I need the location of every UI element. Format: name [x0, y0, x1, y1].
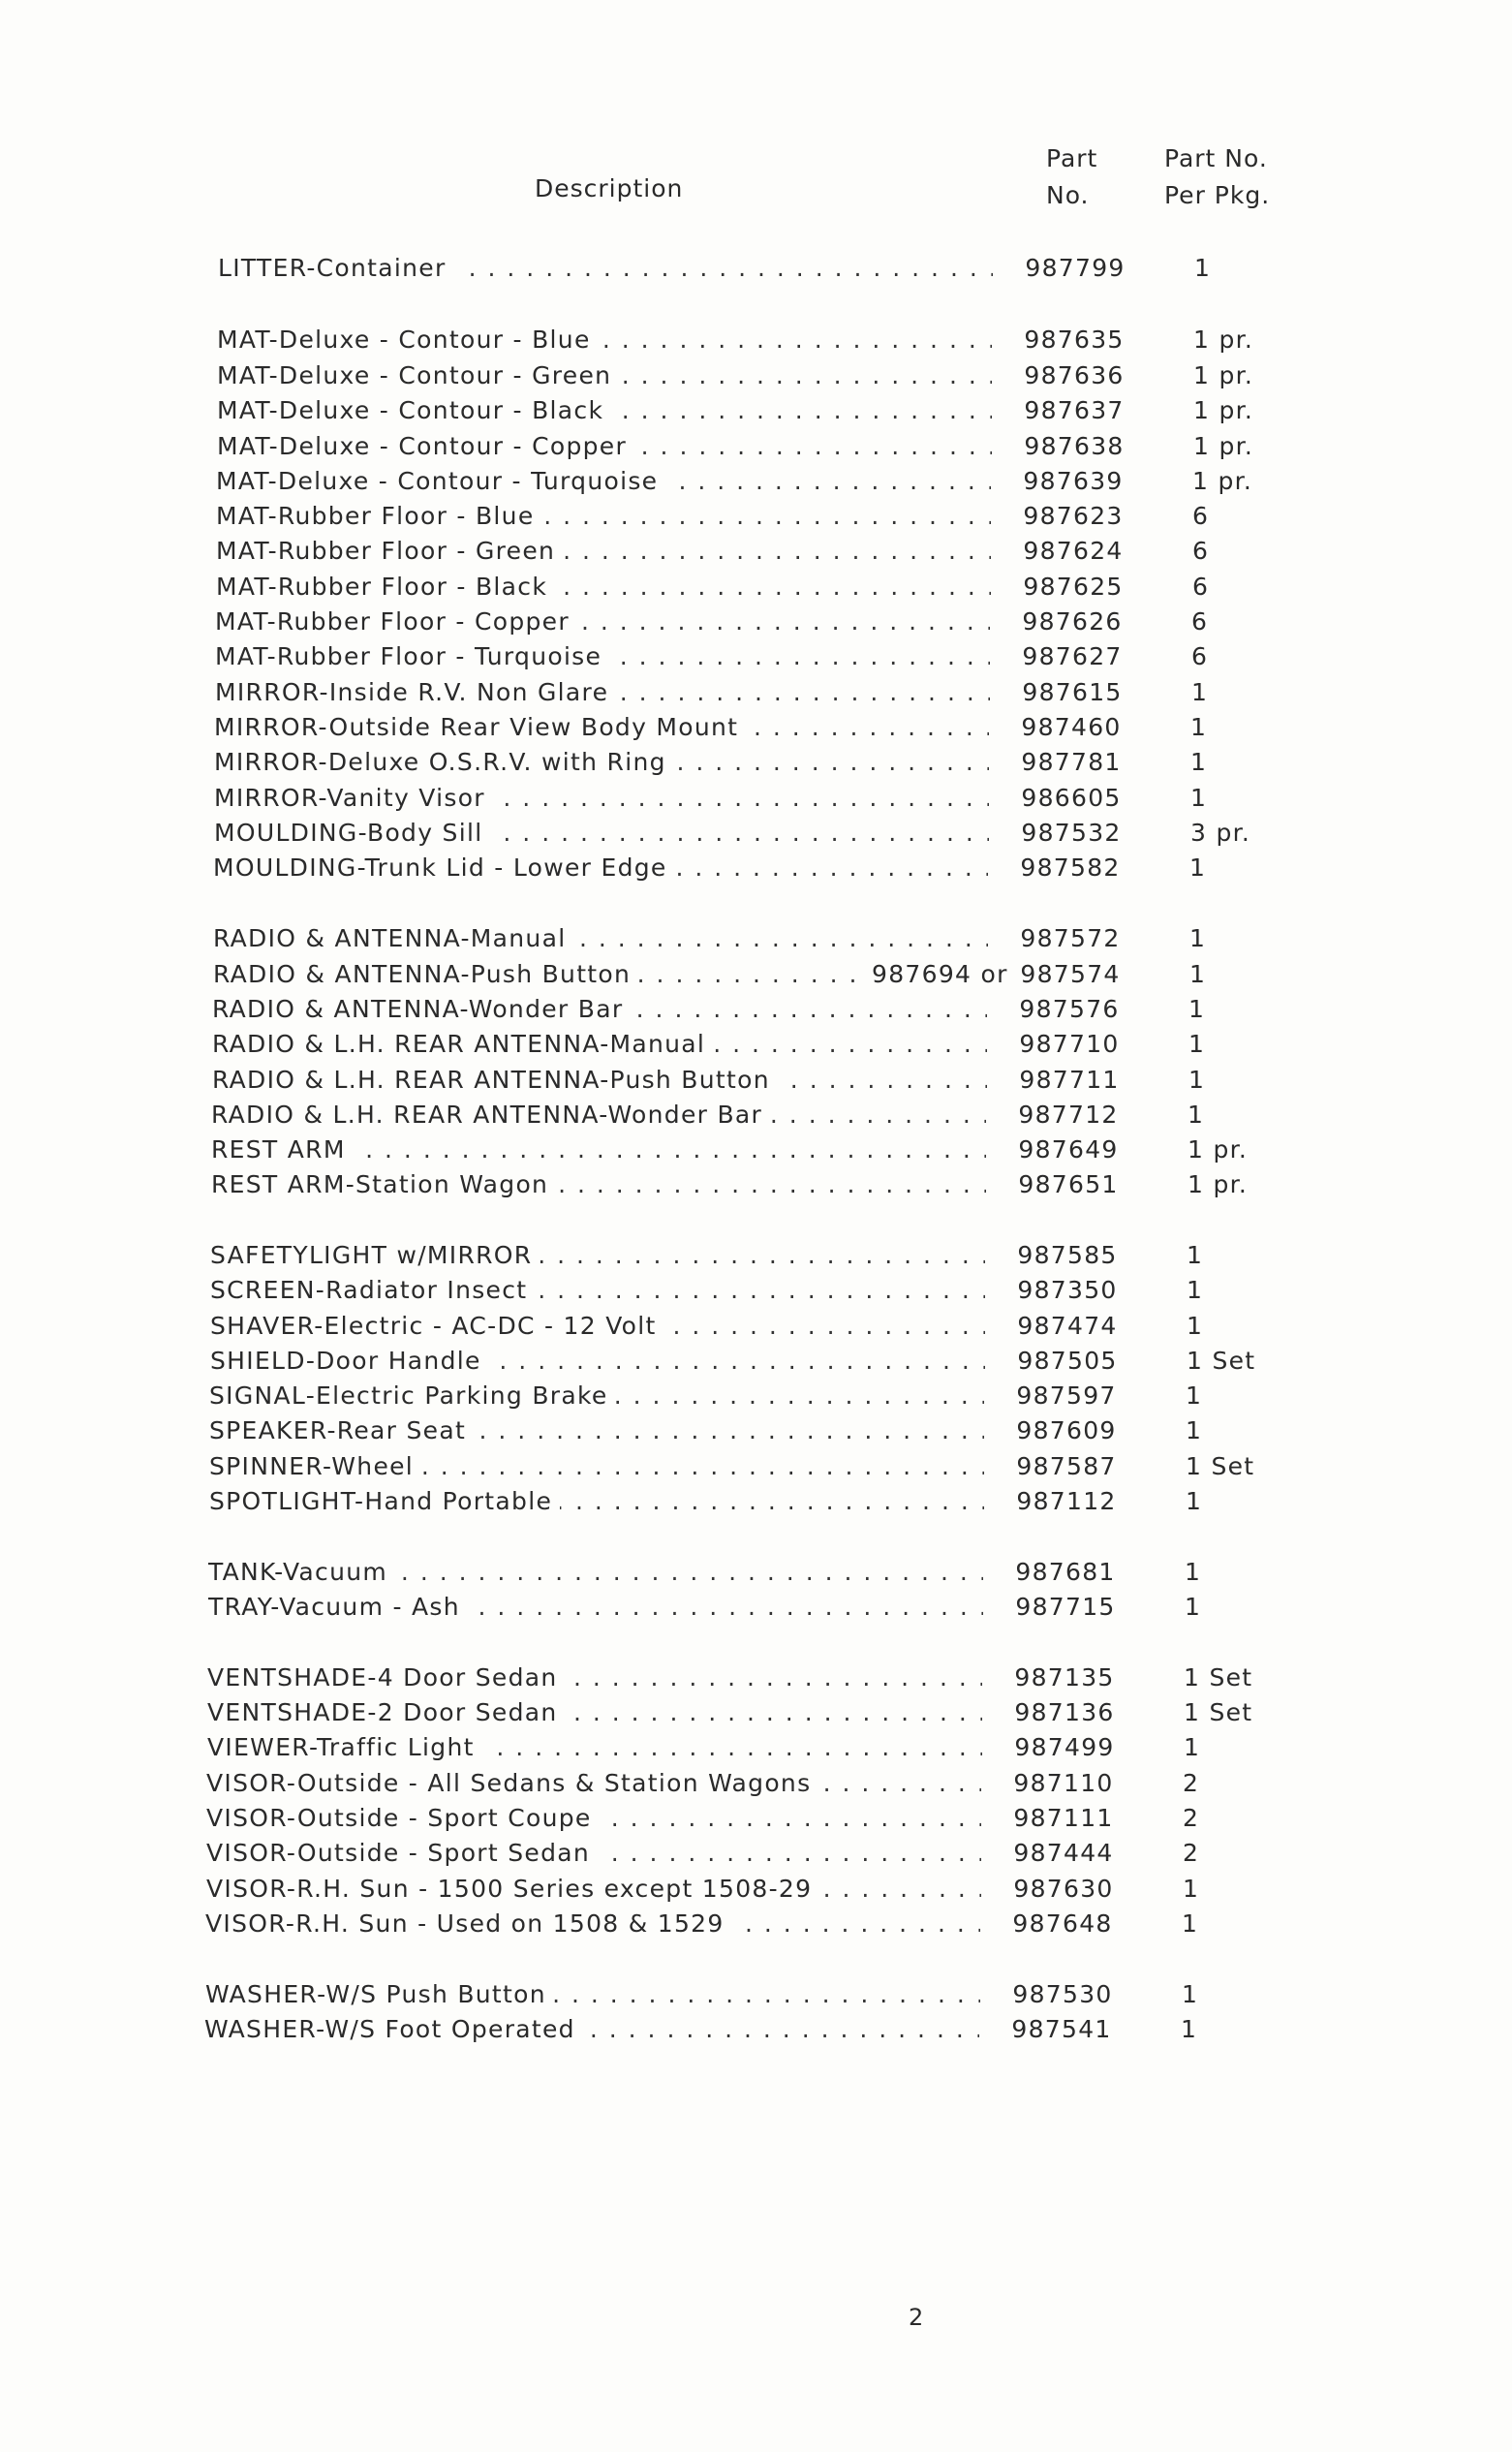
table-row	[205, 1976, 1368, 2013]
part-description: SPEAKER-Rear Seat	[209, 1416, 474, 1444]
part-number: 987541	[1011, 2015, 1112, 2043]
quantity-per-package: 1	[1186, 1487, 1203, 1515]
quantity-per-package: 1	[1190, 713, 1208, 741]
part-description: MOULDING-Body Sill	[214, 819, 490, 847]
part-number: 987532	[1021, 819, 1122, 847]
part-number: 987710	[1019, 1030, 1120, 1058]
part-description: RADIO & L.H. REAR ANTENNA-Wonder Bar	[211, 1101, 770, 1129]
quantity-per-package: 1	[1181, 2015, 1198, 2043]
part-description: SHIELD-Door Handle	[210, 1347, 489, 1375]
part-number: 987505	[1017, 1347, 1118, 1375]
part-description: TANK-Vacuum	[208, 1558, 395, 1586]
quantity-per-package: 1	[1187, 1276, 1204, 1304]
part-number: 987781	[1021, 748, 1122, 776]
part-description: RADIO & ANTENNA-Push Button	[213, 960, 638, 988]
part-description-cell	[217, 392, 992, 429]
part-number: 987637	[1024, 396, 1125, 424]
part-description-cell	[215, 674, 990, 711]
part-description: RADIO & ANTENNA-Wonder Bar	[212, 995, 631, 1023]
part-number: 987712	[1018, 1101, 1119, 1129]
table-row	[216, 498, 1378, 535]
page-number: 2	[909, 2304, 924, 2331]
part-description-cell	[214, 780, 989, 817]
quantity-per-package: 1	[1194, 254, 1212, 282]
part-description-cell	[207, 1694, 982, 1731]
part-description: SCREEN-Radiator Insect	[210, 1276, 535, 1304]
part-description: LITTER-Container	[218, 254, 454, 282]
table-row	[210, 1343, 1373, 1380]
part-number: 987681	[1015, 1558, 1116, 1586]
part-description: SHAVER-Electric - AC-DC - 12 Volt	[210, 1312, 664, 1340]
table-row	[209, 1483, 1372, 1520]
part-description-cell	[207, 1729, 982, 1766]
part-number: 987587	[1016, 1452, 1117, 1480]
part-description: SAFETYLIGHT w/MIRROR	[210, 1241, 540, 1269]
part-description-cell	[206, 1871, 981, 1908]
quantity-per-package: 1 Set	[1184, 1663, 1253, 1692]
part-description: MAT-Deluxe - Contour - Blue	[217, 326, 599, 354]
part-description: RADIO & ANTENNA-Manual	[213, 924, 573, 952]
part-description-cell	[213, 920, 988, 957]
column-header-per-pkg: Part No. Per Pkg.	[1164, 144, 1271, 209]
table-row	[208, 1554, 1371, 1591]
part-number: 987627	[1022, 642, 1123, 670]
column-header-description: Description	[535, 174, 684, 202]
quantity-per-package: 1	[1187, 1312, 1204, 1340]
part-description: VENTSHADE-2 Door Sedan	[207, 1698, 566, 1726]
table-row	[204, 2011, 1367, 2048]
part-number: 987444	[1013, 1839, 1114, 1867]
part-description-cell	[210, 1237, 985, 1274]
quantity-per-package: 6	[1192, 537, 1210, 565]
quantity-per-package: 2	[1183, 1839, 1200, 1867]
part-description: MAT-Deluxe - Contour - Black	[217, 396, 611, 424]
table-row	[211, 1097, 1373, 1133]
table-row	[217, 392, 1379, 429]
part-description-cell	[216, 533, 991, 570]
quantity-per-package: 1 pr.	[1193, 432, 1254, 460]
table-row	[207, 1694, 1370, 1731]
quantity-per-package: 1	[1189, 854, 1207, 882]
quantity-per-package: 1	[1184, 1733, 1201, 1761]
part-description: MAT-Deluxe - Contour - Copper	[217, 432, 634, 460]
part-description: WASHER-W/S Push Button	[205, 1980, 554, 2008]
part-description: VISOR-R.H. Sun - Used on 1508 & 1529	[205, 1909, 732, 1938]
part-number: 987530	[1012, 1980, 1113, 2008]
part-description-cell	[208, 1589, 983, 1626]
part-number: 987499	[1014, 1733, 1115, 1761]
part-description: VISOR-Outside - Sport Sedan	[206, 1839, 598, 1867]
part-number: 987638	[1024, 432, 1125, 460]
quantity-per-package: 1	[1190, 784, 1208, 812]
table-row	[212, 1026, 1374, 1063]
table-row	[213, 920, 1375, 957]
part-description: MAT-Rubber Floor - Black	[216, 573, 555, 601]
part-description-cell	[210, 1272, 985, 1309]
part-description: MOULDING-Trunk Lid - Lower Edge	[213, 854, 675, 882]
quantity-per-package: 1	[1186, 1381, 1203, 1410]
quantity-per-package: 6	[1191, 607, 1209, 636]
quantity-per-package: 1	[1188, 1101, 1205, 1129]
quantity-per-package: 6	[1192, 502, 1210, 530]
table-row	[213, 956, 1375, 993]
part-description-cell	[208, 1554, 983, 1591]
part-number: 987635	[1024, 326, 1125, 354]
part-description: REST ARM-Station Wagon	[211, 1170, 556, 1198]
table-row	[206, 1835, 1369, 1872]
part-description-cell	[205, 1976, 980, 2013]
table-row	[210, 1272, 1373, 1309]
part-description-cell	[210, 1343, 985, 1380]
table-row	[209, 1448, 1372, 1485]
part-description: MIRROR-Deluxe O.S.R.V. with Ring	[214, 748, 674, 776]
table-row	[206, 1800, 1369, 1837]
part-description: WASHER-W/S Foot Operated	[204, 2015, 583, 2043]
table-row	[214, 780, 1376, 817]
part-description-cell	[215, 604, 990, 640]
part-number: 987609	[1016, 1416, 1117, 1444]
part-description-cell	[215, 638, 990, 675]
table-row	[209, 1412, 1372, 1449]
part-description-cell	[209, 1483, 984, 1520]
table-row	[208, 1589, 1371, 1626]
part-description: VISOR-Outside - Sport Coupe	[206, 1804, 600, 1832]
part-description-cell	[206, 1835, 981, 1872]
part-description-cell	[207, 1660, 982, 1696]
quantity-per-package: 1	[1188, 1066, 1206, 1094]
part-number: 987615	[1022, 678, 1123, 706]
quantity-per-package: 1 pr.	[1193, 326, 1254, 354]
part-description-cell	[205, 1906, 980, 1942]
quantity-per-package: 2	[1183, 1769, 1200, 1797]
part-description-cell	[216, 463, 991, 500]
part-number: 987350	[1017, 1276, 1118, 1304]
table-row	[214, 744, 1376, 781]
quantity-per-package: 1	[1189, 960, 1207, 988]
table-row	[210, 1308, 1373, 1345]
quantity-per-package: 1	[1189, 924, 1207, 952]
part-description: RADIO & L.H. REAR ANTENNA-Push Button	[212, 1066, 778, 1094]
part-number: 987136	[1014, 1698, 1115, 1726]
table-row	[207, 1660, 1370, 1696]
part-number: 987799	[1025, 254, 1126, 282]
quantity-per-package: 1	[1185, 1558, 1202, 1586]
part-description-cell	[209, 1412, 984, 1449]
quantity-per-package: 1	[1187, 1241, 1204, 1269]
table-row	[210, 1237, 1373, 1274]
part-description: VENTSHADE-4 Door Sedan	[207, 1663, 566, 1692]
table-row	[215, 638, 1377, 675]
table-row	[215, 674, 1377, 711]
part-number: 987623	[1023, 502, 1124, 530]
quantity-per-package: 1	[1191, 678, 1209, 706]
part-number: 987135	[1014, 1663, 1115, 1692]
quantity-per-package: 1 Set	[1184, 1698, 1253, 1726]
part-description: MAT-Rubber Floor - Turquoise	[215, 642, 609, 670]
part-number: 987630	[1013, 1875, 1114, 1903]
table-row	[211, 1132, 1373, 1168]
quantity-per-package: 1 Set	[1187, 1347, 1256, 1375]
quantity-per-package: 1	[1182, 1980, 1199, 2008]
table-row	[216, 533, 1378, 570]
part-description-cell	[206, 1800, 981, 1837]
part-description-cell	[213, 956, 857, 993]
quantity-per-package: 1	[1183, 1875, 1200, 1903]
table-row	[206, 1765, 1369, 1802]
quantity-per-package: 1	[1190, 748, 1208, 776]
part-description: MAT-Rubber Floor - Green	[216, 537, 563, 565]
part-number: 986605	[1021, 784, 1122, 812]
part-description-cell	[209, 1378, 984, 1414]
part-description: MIRROR-Vanity Visor	[214, 784, 493, 812]
table-row	[214, 709, 1376, 746]
part-number: 987597	[1016, 1381, 1117, 1410]
part-description-cell	[211, 1097, 986, 1133]
table-row	[211, 1166, 1373, 1203]
quantity-per-package: 3 pr.	[1190, 819, 1251, 847]
part-description: SPOTLIGHT-Hand Portable	[209, 1487, 560, 1515]
quantity-per-package: 1	[1186, 1416, 1203, 1444]
quantity-per-package: 6	[1192, 573, 1210, 601]
table-row	[218, 250, 1380, 287]
table-row	[217, 322, 1379, 358]
part-description: MAT-Rubber Floor - Copper	[215, 607, 577, 636]
part-description: VISOR-Outside - All Sedans & Station Wagons	[206, 1769, 818, 1797]
part-number: 987112	[1016, 1487, 1117, 1515]
part-description: VISOR-R.H. Sun - 1500 Series except 1508-29	[206, 1875, 819, 1903]
part-description-cell	[217, 357, 992, 394]
quantity-per-package: 6	[1191, 642, 1209, 670]
part-description: TRAY-Vacuum - Ash	[208, 1593, 468, 1621]
part-description-cell	[210, 1308, 985, 1345]
alternate-part-number: 987694 or	[872, 960, 1008, 988]
part-number: 987460	[1021, 713, 1122, 741]
part-number: 987648	[1012, 1909, 1113, 1938]
part-description-cell	[204, 2011, 979, 2048]
part-description: MAT-Rubber Floor - Blue	[216, 502, 542, 530]
table-row	[213, 850, 1375, 886]
quantity-per-package: 1 pr.	[1193, 396, 1254, 424]
part-description-cell	[218, 250, 993, 287]
table-row	[217, 357, 1379, 394]
quantity-per-package: 1	[1182, 1909, 1199, 1938]
part-description-cell	[217, 322, 992, 358]
part-description: MIRROR-Outside Rear View Body Mount	[214, 713, 746, 741]
part-number: 987585	[1017, 1241, 1118, 1269]
part-number: 987474	[1017, 1312, 1118, 1340]
quantity-per-package: 1 pr.	[1188, 1135, 1249, 1164]
part-description-cell	[212, 991, 987, 1028]
part-number: 987651	[1018, 1170, 1119, 1198]
part-description-cell	[217, 428, 992, 465]
part-number: 987626	[1022, 607, 1123, 636]
part-number: 987576	[1019, 995, 1120, 1023]
part-description-cell	[214, 815, 989, 852]
quantity-per-package: 1	[1188, 1030, 1206, 1058]
part-number: 987111	[1013, 1804, 1114, 1832]
table-row	[212, 991, 1374, 1028]
part-description: VIEWER-Traffic Light	[207, 1733, 482, 1761]
quantity-per-package: 1 pr.	[1188, 1170, 1249, 1198]
part-number: 987715	[1015, 1593, 1116, 1621]
part-description-cell	[216, 569, 991, 605]
part-number: 987582	[1020, 854, 1121, 882]
part-number: 987639	[1023, 467, 1124, 495]
quantity-per-package: 1	[1188, 995, 1206, 1023]
part-description-cell	[212, 1026, 987, 1063]
quantity-per-package: 2	[1183, 1804, 1200, 1832]
part-number: 987625	[1023, 573, 1124, 601]
part-description: REST ARM	[211, 1135, 354, 1164]
table-row	[212, 1062, 1374, 1099]
table-row	[214, 815, 1376, 852]
part-description-cell	[214, 744, 989, 781]
table-row	[207, 1729, 1370, 1766]
part-description-cell	[209, 1448, 984, 1485]
part-description: MAT-Deluxe - Contour - Turquoise	[216, 467, 665, 495]
part-description-cell	[213, 850, 988, 886]
part-description-cell	[212, 1062, 987, 1099]
part-description: SPINNER-Wheel	[209, 1452, 421, 1480]
part-description: SIGNAL-Electric Parking Brake	[209, 1381, 616, 1410]
table-row	[205, 1906, 1368, 1942]
table-row	[206, 1871, 1369, 1908]
part-description: MAT-Deluxe - Contour - Green	[217, 361, 619, 389]
part-description-cell	[211, 1166, 986, 1203]
part-description: RADIO & L.H. REAR ANTENNA-Manual	[212, 1030, 713, 1058]
part-number: 987624	[1023, 537, 1124, 565]
table-row	[217, 428, 1379, 465]
part-description-cell	[211, 1132, 986, 1168]
part-number: 987572	[1020, 924, 1121, 952]
column-header-part-no: Part No.	[1046, 144, 1098, 209]
table-row	[216, 569, 1378, 605]
part-number: 987574	[1020, 960, 1121, 988]
part-description-cell	[214, 709, 989, 746]
table-row	[209, 1378, 1372, 1414]
quantity-per-package: 1 pr.	[1192, 467, 1253, 495]
quantity-per-package: 1	[1185, 1593, 1202, 1621]
quantity-per-package: 1 Set	[1186, 1452, 1255, 1480]
part-description-cell	[206, 1765, 981, 1802]
table-row	[216, 463, 1378, 500]
part-number: 987711	[1019, 1066, 1120, 1094]
table-row	[215, 604, 1377, 640]
part-number: 987636	[1024, 361, 1125, 389]
part-number: 987110	[1013, 1769, 1114, 1797]
quantity-per-package: 1 pr.	[1193, 361, 1254, 389]
part-description: MIRROR-Inside R.V. Non Glare	[215, 678, 616, 706]
part-number: 987649	[1018, 1135, 1119, 1164]
part-description-cell	[216, 498, 991, 535]
